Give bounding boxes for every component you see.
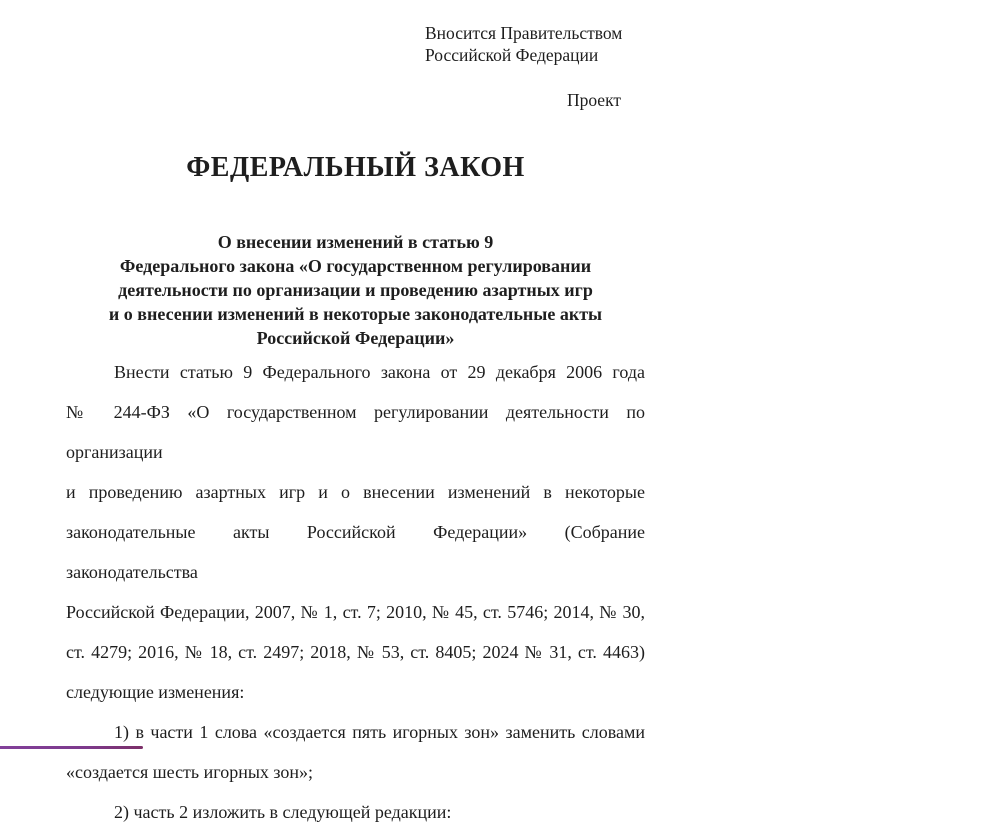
text-line: и проведению азартных игр и о внесении изменений в некоторые [66,482,645,502]
submitted-by-line-2: Российской Федерации [425,45,599,65]
draft-label: Проект [566,90,621,110]
text-line: следующие изменения: [66,682,245,702]
text-line: Внести статью 9 Федерального закона от 29 декабря 2006 года [114,362,645,382]
text-line: законодательные акты Российской Федерации» (Собрание законодательства [66,522,645,582]
law-body [66,352,645,832]
text-line: Российской Федерации, 2007, № 1, ст. 7; 2010, № 45, ст. 5746; 2014, № 30, [66,602,645,622]
submitted-by-note [425,22,645,66]
text-line: О внесении изменений в статью 9 [217,232,494,252]
law-subject-heading [66,230,645,350]
text-line: «создается шесть игорных зон»; [66,762,314,782]
text-line: Федерального закона «О государственном регулировании [119,256,592,276]
text-line: 2) часть 2 изложить в следующей редакции: [114,802,452,822]
submitted-by-line-1: Вносится Правительством [425,23,623,43]
body-paragraph-1 [66,352,645,712]
bottom-progress-bar [0,746,143,749]
text-line: Российской Федерации» [256,328,455,348]
amendment-item-2 [66,792,645,832]
text-line: 1) в части 1 слова «создается пять игорных зон» заменить словами [114,722,645,742]
text-line: № 244-ФЗ «О государственном регулировании деятельности по организации [66,402,645,462]
law-title: ФЕДЕРАЛЬНЫЙ ЗАКОН [186,152,525,183]
text-line: и о внесении изменений в некоторые законодательные акты [108,304,603,324]
amendment-item-1 [66,712,645,792]
text-line: деятельности по организации и проведению азартных игр [118,280,593,300]
text-line: ст. 4279; 2016, № 18, ст. 2497; 2018, № 53, ст. 8405; 2024 № 31, ст. 4463) [66,642,645,662]
